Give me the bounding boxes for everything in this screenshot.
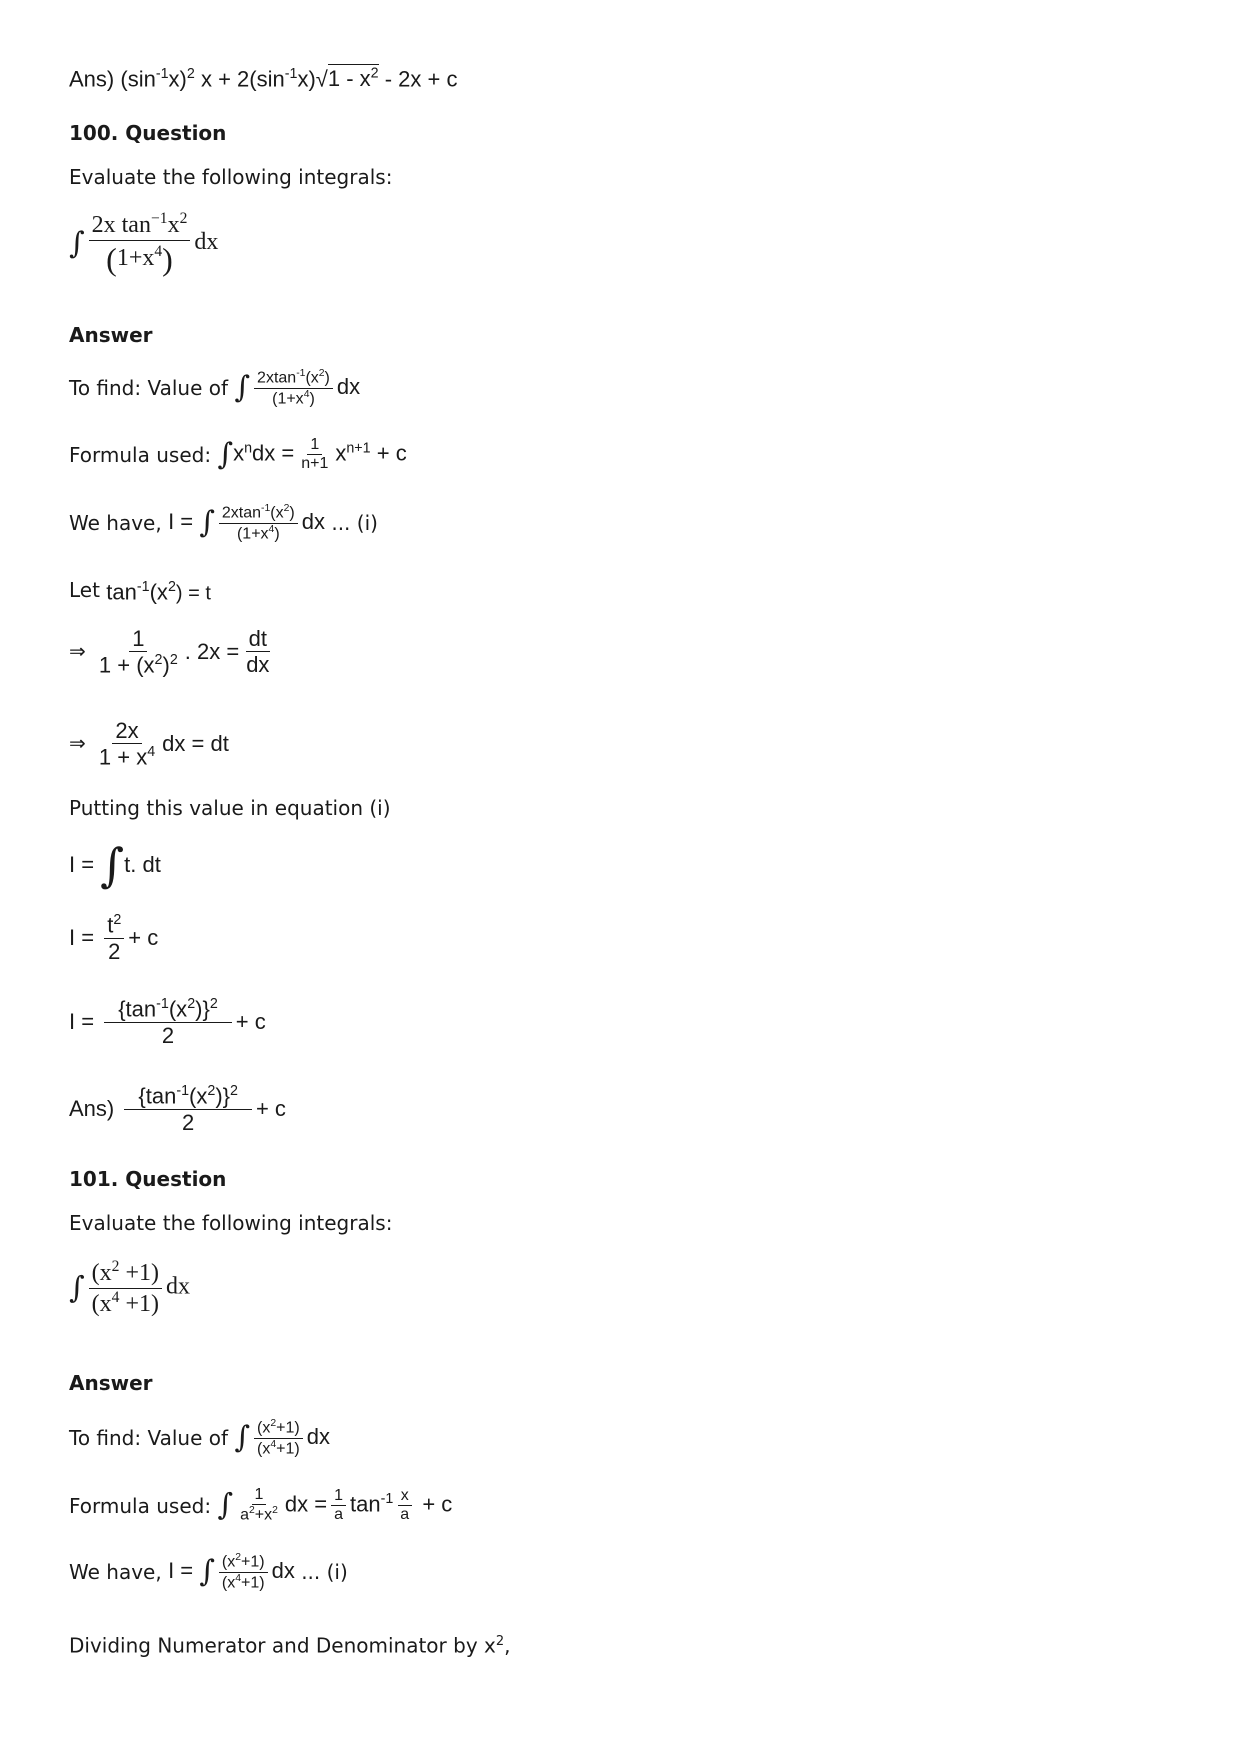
- fraction: [104, 912, 124, 964]
- math-sup: 4: [147, 744, 156, 761]
- math-part: 2xtan: [221, 504, 262, 522]
- question-101-title: 101. Question: [69, 1167, 227, 1191]
- numerator: 1: [331, 1487, 346, 1506]
- math-sup: 2: [186, 66, 195, 82]
- math-part: )}: [195, 996, 210, 1022]
- lead-text: To find: Value of: [69, 376, 229, 401]
- numerator: 1: [307, 436, 322, 455]
- math-sup: 2: [272, 1505, 278, 1517]
- integral-sign: ∫: [234, 370, 251, 406]
- numerator: [124, 1083, 252, 1110]
- fraction: [237, 1486, 281, 1525]
- math-part: (x: [149, 579, 168, 605]
- equation-integral-t: [69, 838, 161, 892]
- math-part: + c: [255, 1095, 286, 1121]
- substitution-expression: [106, 575, 211, 605]
- math-part: 1 - x: [327, 66, 371, 92]
- numerator: 1: [252, 1486, 267, 1505]
- question-101-given-integral: [69, 1258, 190, 1318]
- math-sup: 2: [235, 1552, 242, 1563]
- math-part: t: [107, 912, 114, 938]
- math-part: ): [289, 504, 295, 522]
- math-part: +1): [119, 1260, 159, 1286]
- substitution-line: [69, 575, 211, 605]
- to-find-line: [69, 368, 360, 408]
- denominator: [89, 1289, 162, 1319]
- lead-text: Let: [69, 578, 100, 603]
- math-part: (x: [168, 996, 188, 1022]
- math-part: (x: [221, 1553, 236, 1571]
- math-part: t. dt: [124, 852, 161, 877]
- math-part: (x: [91, 1290, 112, 1317]
- integral-sign: ∫: [69, 226, 85, 262]
- find-expression: [234, 1418, 330, 1458]
- math-part: +x: [254, 1506, 273, 1524]
- numerator: [219, 503, 298, 524]
- lead-text: To find: Value of: [69, 1426, 229, 1451]
- math-part: dx =: [252, 440, 295, 466]
- math-part: (x: [305, 369, 319, 387]
- math-part: (x: [189, 1083, 208, 1109]
- numerator: dt: [246, 626, 270, 652]
- fraction: [96, 718, 158, 770]
- math-sup: -1: [136, 579, 150, 595]
- math-part: (x: [270, 504, 284, 522]
- lhs: I =: [69, 852, 95, 877]
- math-part: (x: [257, 1440, 271, 1458]
- math-part: dx =: [284, 1491, 328, 1517]
- math-part: ): [162, 652, 170, 678]
- math-sup: 4: [154, 242, 163, 260]
- putting-value-text: Putting this value in equation (i): [69, 796, 391, 820]
- fraction: [397, 1487, 412, 1525]
- denominator: [254, 1439, 303, 1459]
- math-part: ): [274, 525, 280, 543]
- fraction: [89, 1258, 162, 1318]
- numerator: x: [398, 1487, 412, 1506]
- fraction: [104, 996, 232, 1048]
- denominator: [96, 652, 181, 678]
- we-have-expression: [168, 503, 325, 543]
- math-sup: -1: [380, 1491, 394, 1508]
- denominator: 2: [182, 1109, 195, 1135]
- math-part: x + 2(sin: [200, 66, 285, 92]
- math-part: ): [309, 390, 315, 408]
- math-sup: 2: [248, 1505, 255, 1517]
- denominator: dx: [246, 652, 270, 678]
- lead-text: We have,: [69, 1560, 162, 1585]
- math-part: ) = t: [175, 582, 211, 605]
- lhs: I =: [168, 509, 194, 535]
- integral-sign: ∫: [69, 1270, 85, 1306]
- differential: dx: [271, 1558, 295, 1584]
- math-sup: 2: [207, 1083, 216, 1099]
- find-expression: [234, 368, 360, 408]
- denominator: 2: [161, 1022, 175, 1048]
- equation-tag: ... (i): [331, 511, 378, 536]
- paren: (: [106, 240, 117, 277]
- math-part: +1): [241, 1574, 265, 1592]
- fraction: [219, 503, 298, 543]
- equation-tan-squared: [69, 996, 266, 1048]
- fraction: [89, 210, 191, 277]
- math-part: (x: [221, 1574, 236, 1592]
- denominator: [237, 1505, 281, 1525]
- numerator: [89, 210, 191, 241]
- fraction: [124, 1083, 252, 1135]
- question-101-prompt: Evaluate the following integrals:: [69, 1211, 393, 1235]
- math-part: +1): [241, 1553, 265, 1571]
- radicand: [328, 64, 379, 91]
- math-part: 1 + x: [98, 744, 148, 770]
- numerator: [219, 1552, 268, 1573]
- denominator: [269, 389, 318, 409]
- math-sup: n+1: [346, 440, 371, 457]
- math-part: (1+x: [236, 525, 269, 543]
- integral-sign: ∫: [234, 1420, 251, 1456]
- math-sup: 2: [318, 368, 325, 379]
- math-part: + c: [235, 1008, 266, 1034]
- previous-answer: [69, 66, 457, 92]
- math-part: x): [297, 66, 316, 92]
- math-part: tan: [349, 1491, 381, 1517]
- differential: dx: [301, 509, 325, 535]
- denominator: [219, 1573, 268, 1593]
- math-part: (x: [257, 1419, 271, 1437]
- numerator: [104, 996, 232, 1023]
- fraction: [243, 626, 272, 678]
- integral-sign: ∫: [217, 436, 234, 472]
- integral-sign: ∫: [100, 838, 125, 892]
- formula-line: [69, 436, 407, 474]
- denominator: [103, 241, 176, 278]
- math-part: tan: [106, 579, 137, 605]
- math-sup: 2: [111, 1258, 120, 1275]
- math-sup: 2: [187, 996, 196, 1012]
- lead-text: We have,: [69, 511, 162, 536]
- math-part: - 2x + c: [384, 66, 458, 92]
- equation-tag: ... (i): [301, 1560, 348, 1585]
- math-part: + c: [422, 1491, 453, 1517]
- denominator: [96, 744, 158, 770]
- derivation-step-1: [69, 626, 276, 678]
- answer-heading: Answer: [69, 1371, 153, 1395]
- math-part: ): [324, 369, 330, 387]
- denominator: n+1: [301, 455, 329, 473]
- math-sup: −1: [150, 210, 168, 227]
- formula-expression: [217, 1486, 452, 1525]
- answer-heading: Answer: [69, 323, 153, 347]
- math-part: 2x tan: [91, 212, 151, 238]
- integral-sign: ∫: [199, 505, 215, 541]
- math-sup: 2: [270, 1418, 277, 1429]
- differential: dx: [165, 1273, 190, 1300]
- differential: dx: [306, 1424, 330, 1450]
- math-sup: 2: [167, 579, 176, 595]
- math-part: a: [240, 1506, 249, 1524]
- math-part: {tan: [118, 996, 157, 1022]
- lead-text: Formula used:: [69, 442, 212, 467]
- math-sup: 2: [230, 1083, 238, 1099]
- math-part: x: [233, 440, 245, 466]
- math-part: 2xtan: [257, 369, 297, 387]
- math-part: x: [167, 212, 180, 238]
- math-part: dx = dt: [162, 730, 229, 756]
- lhs: I =: [69, 1008, 95, 1034]
- math-part: . 2x =: [184, 638, 240, 664]
- math-sup: 2: [370, 66, 379, 82]
- integral-sign: ∫: [217, 1487, 234, 1523]
- question-100-title: 100. Question: [69, 121, 227, 145]
- lead-text: Formula used:: [69, 1493, 212, 1518]
- math-sup: 4: [270, 1438, 277, 1450]
- differential: dx: [194, 229, 219, 256]
- math-part: x: [335, 440, 347, 466]
- we-have-expression: [168, 1552, 295, 1592]
- math-part: +1): [119, 1290, 159, 1317]
- math-sup: 4: [111, 1288, 120, 1306]
- answer-label: Ans): [69, 1095, 115, 1121]
- math-part: +1): [276, 1419, 300, 1437]
- math-sup: 2: [169, 652, 178, 669]
- math-sup: -1: [155, 66, 169, 82]
- radical-sign: √: [315, 66, 328, 92]
- math-part: 1+x: [116, 244, 155, 271]
- math-part: )}: [215, 1083, 230, 1109]
- math-sup: 2: [179, 210, 188, 227]
- implies-arrow: ⇒: [69, 732, 86, 755]
- body-text: Dividing Numerator and Denominator by x: [69, 1633, 496, 1658]
- denominator: 2: [108, 938, 121, 964]
- math-sup: 4: [268, 523, 275, 535]
- math-part: + c: [376, 440, 407, 466]
- numerator: [89, 1258, 162, 1289]
- fraction: [331, 1487, 346, 1525]
- denominator: a: [400, 1506, 410, 1524]
- formula-expression: [217, 436, 406, 474]
- math-sup: 2: [154, 652, 163, 669]
- math-part: +1): [276, 1440, 300, 1458]
- math-sup: 2: [495, 1634, 505, 1649]
- math-part: 1 + (x: [98, 652, 155, 678]
- math-sup: 2: [113, 912, 122, 928]
- math-sup: n: [244, 440, 253, 457]
- differential: dx: [336, 374, 361, 400]
- math-part: + c: [128, 924, 159, 950]
- math-sup: 4: [303, 388, 310, 400]
- equation-t-squared: [69, 912, 158, 964]
- fraction: [254, 1418, 303, 1458]
- answer-label: Ans): [69, 66, 115, 92]
- numerator: 1: [129, 626, 147, 652]
- lhs: I =: [168, 1558, 194, 1584]
- math-sup: -1: [284, 66, 298, 82]
- numerator: [104, 912, 124, 939]
- question-100-final-answer: [69, 1083, 286, 1135]
- fraction: [96, 626, 181, 678]
- math-part: x): [168, 66, 187, 92]
- math-sup: -1: [176, 1083, 190, 1099]
- math-part: {tan: [138, 1083, 177, 1109]
- to-find-line: [69, 1418, 330, 1458]
- we-have-line: [69, 503, 378, 543]
- formula-line: [69, 1486, 452, 1525]
- derivation-step-2: [69, 718, 229, 770]
- math-sup: 2: [283, 503, 290, 514]
- implies-arrow: ⇒: [69, 640, 86, 663]
- question-100-given-integral: [69, 210, 218, 277]
- we-have-line: [69, 1552, 348, 1592]
- math-part: (1+x: [272, 390, 304, 408]
- dividing-text: [69, 1630, 511, 1658]
- numerator: [254, 1418, 303, 1439]
- fraction: [254, 368, 333, 408]
- math-part: (sin: [120, 66, 156, 92]
- math-sup: 4: [235, 1572, 242, 1584]
- math-sup: -1: [156, 996, 169, 1012]
- numerator: 2x: [112, 718, 141, 744]
- paren: ): [162, 240, 173, 277]
- lhs: I =: [69, 924, 95, 950]
- numerator: [254, 368, 333, 389]
- math-sup: 2: [209, 996, 218, 1012]
- denominator: a: [334, 1506, 343, 1524]
- fraction: [219, 1552, 268, 1592]
- integral-sign: ∫: [199, 1554, 215, 1590]
- denominator: [234, 524, 283, 544]
- body-text: ,: [504, 1633, 511, 1658]
- math-sup: -1: [296, 368, 306, 379]
- fraction: [298, 436, 331, 474]
- math-sup: -1: [261, 503, 271, 514]
- question-100-prompt: Evaluate the following integrals:: [69, 165, 393, 189]
- math-part: (x: [91, 1260, 112, 1286]
